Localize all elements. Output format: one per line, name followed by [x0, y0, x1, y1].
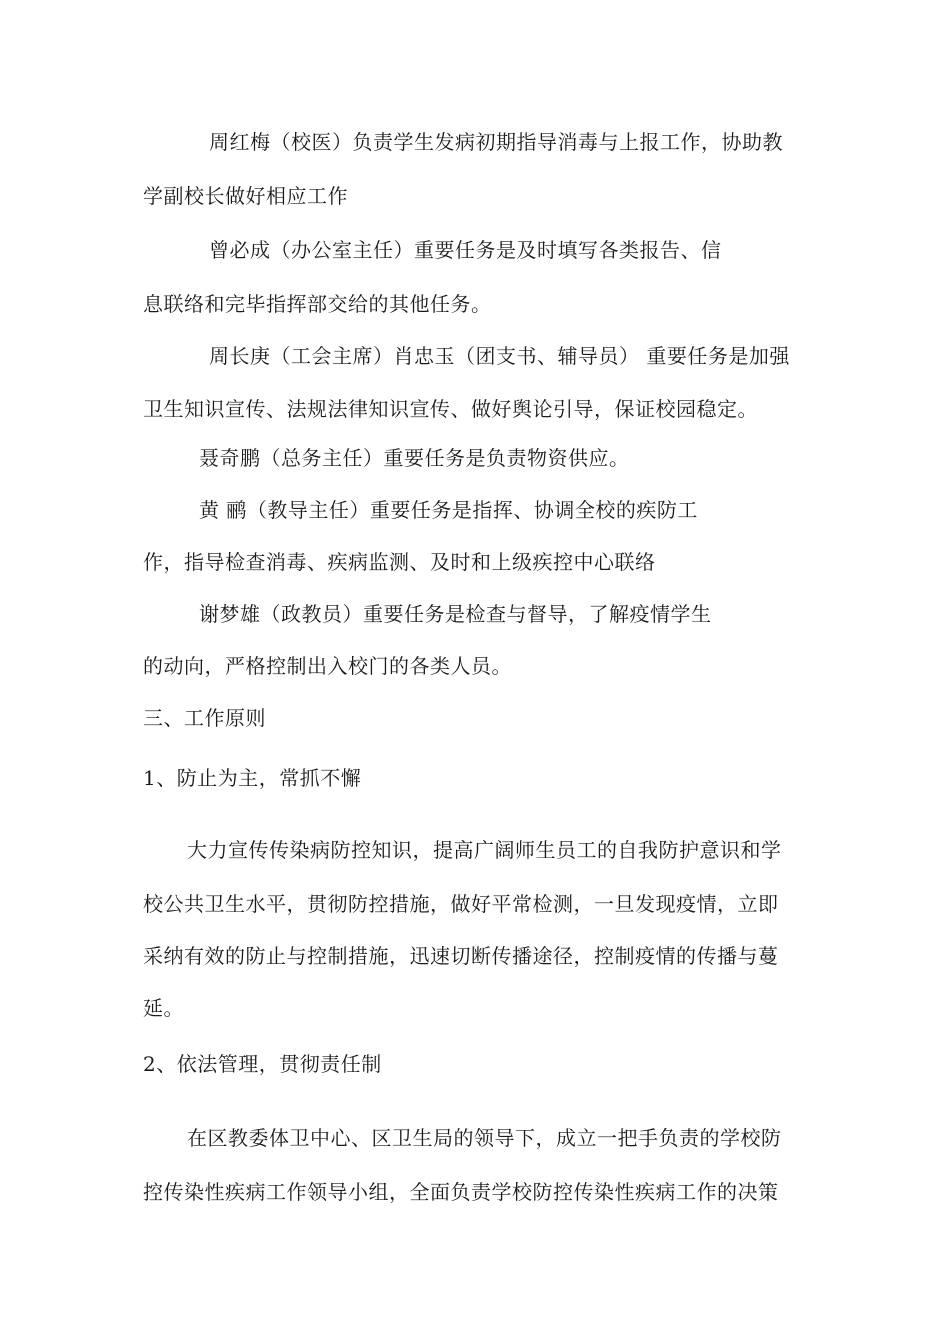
text-line: 大力宣传传染病防控知识，提高广阔师生员工的自我防护意识和学: [187, 838, 782, 862]
subsection-heading: 2、依法管理，贯彻责任制: [143, 1052, 382, 1076]
text-line: 校公共卫生水平，贯彻防控措施，做好平常检测，一旦发现疫情，立即: [143, 892, 779, 916]
text-line: 的动向，严格控制出入校门的各类人员。: [143, 654, 512, 678]
text-line: 学副校长做好相应工作: [143, 184, 348, 208]
section-heading: 三、工作原则: [143, 706, 266, 730]
text-line: 周长庚（工会主席）肖忠玉（团支书、辅导员） 重要任务是加强: [209, 344, 790, 368]
text-line: 息联络和完毕指挥部交给的其他任务。: [143, 292, 492, 316]
text-line: 谢梦雄（政教员）重要任务是检查与督导，了解疫情学生: [199, 602, 712, 626]
text-line: 控传染性疾病工作领导小组，全面负责学校防控传染性疾病工作的决策: [143, 1180, 779, 1204]
text-line: 作，指导检查消毒、疾病监测、及时和上级疾控中心联络: [143, 550, 656, 574]
text-line: 采纳有效的防止与控制措施，迅速切断传播途径，控制疫情的传播与蔓: [143, 944, 779, 968]
text-line: 曾必成（办公室主任）重要任务是及时填写各类报告、信: [209, 238, 722, 262]
text-line: 聂奇鹏（总务主任）重要任务是负责物资供应。: [199, 446, 630, 470]
subsection-heading: 1、防止为主，常抓不懈: [143, 766, 362, 790]
text-line: 黄 鹂（教导主任）重要任务是指挥、协调全校的疾防工: [199, 498, 698, 522]
text-line: 延。: [143, 996, 184, 1020]
text-line: 周红梅（校医）负责学生发病初期指导消毒与上报工作，协助教: [209, 130, 783, 154]
text-line: 在区教委体卫中心、区卫生局的领导下，成立一把手负责的学校防: [187, 1126, 782, 1150]
text-line: 卫生知识宣传、法规法律知识宣传、做好舆论引导，保证校园稳定。: [143, 397, 758, 421]
